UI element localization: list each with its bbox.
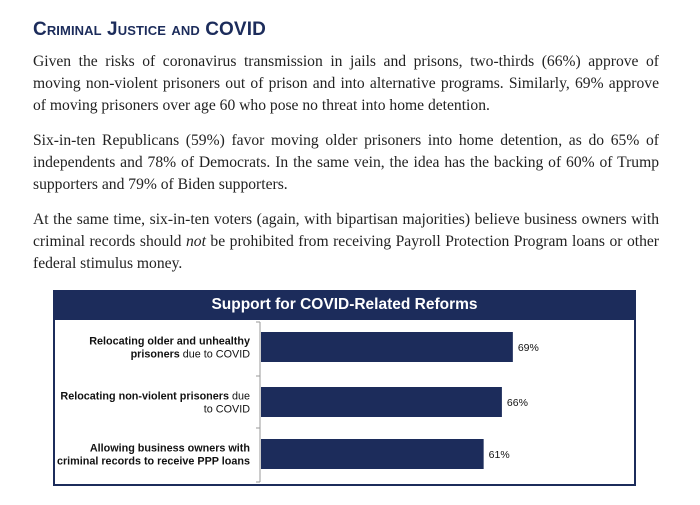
paragraph-3 [33, 209, 659, 275]
value-label-3: 61% [488, 449, 510, 461]
category-label-1-line-1: Relocating older and unhealthy [89, 335, 250, 348]
value-label-2: 66% [506, 397, 528, 409]
category-label-3-line-2: criminal records to receive PPP loans [56, 455, 250, 468]
chart-container [53, 290, 636, 486]
bar-2 [261, 387, 502, 417]
chart-title: Support for COVID-Related Reforms [211, 296, 478, 313]
paragraph-3-part-2: be prohibited from receiving Payroll Protection Program loans or other federal stimulus money. [33, 233, 659, 272]
category-label-1-line-2: prisoners due to COVID [130, 348, 250, 361]
section-heading: Criminal Justice and COVID [33, 19, 266, 40]
bar-3 [261, 439, 484, 469]
paragraph-2: Six-in-ten Republicans (59%) favor moving older prisoners into home detention, as do 65% of independents and 78% of Democrats. In the same vein, the idea has the backing of 60% of Trump supporters and 79% of Biden supporters. [33, 132, 659, 193]
category-label-2-line-2: to COVID [203, 403, 250, 416]
paragraph-1: Given the risks of coronavirus transmission in jails and prisons, two-thirds (66%) approve of moving non-violent prisoners out of prison and into alternative programs. Similarly, 69% approve of moving prisoners over age 60 who pose no threat into home detention. [33, 53, 659, 114]
category-label-2-line-1: Relocating non-violent prisoners due [60, 390, 250, 403]
bar-chart [55, 292, 634, 484]
paragraph-3-part-1: At the same time, six-in-ten voters (again, with bipartisan majorities) believe business owners with criminal records should [33, 211, 659, 250]
bar-1 [261, 332, 513, 362]
paragraph-3-emphasis: not [185, 233, 206, 250]
value-label-1: 69% [517, 342, 539, 354]
category-label-3-line-1: Allowing business owners with [89, 442, 250, 455]
